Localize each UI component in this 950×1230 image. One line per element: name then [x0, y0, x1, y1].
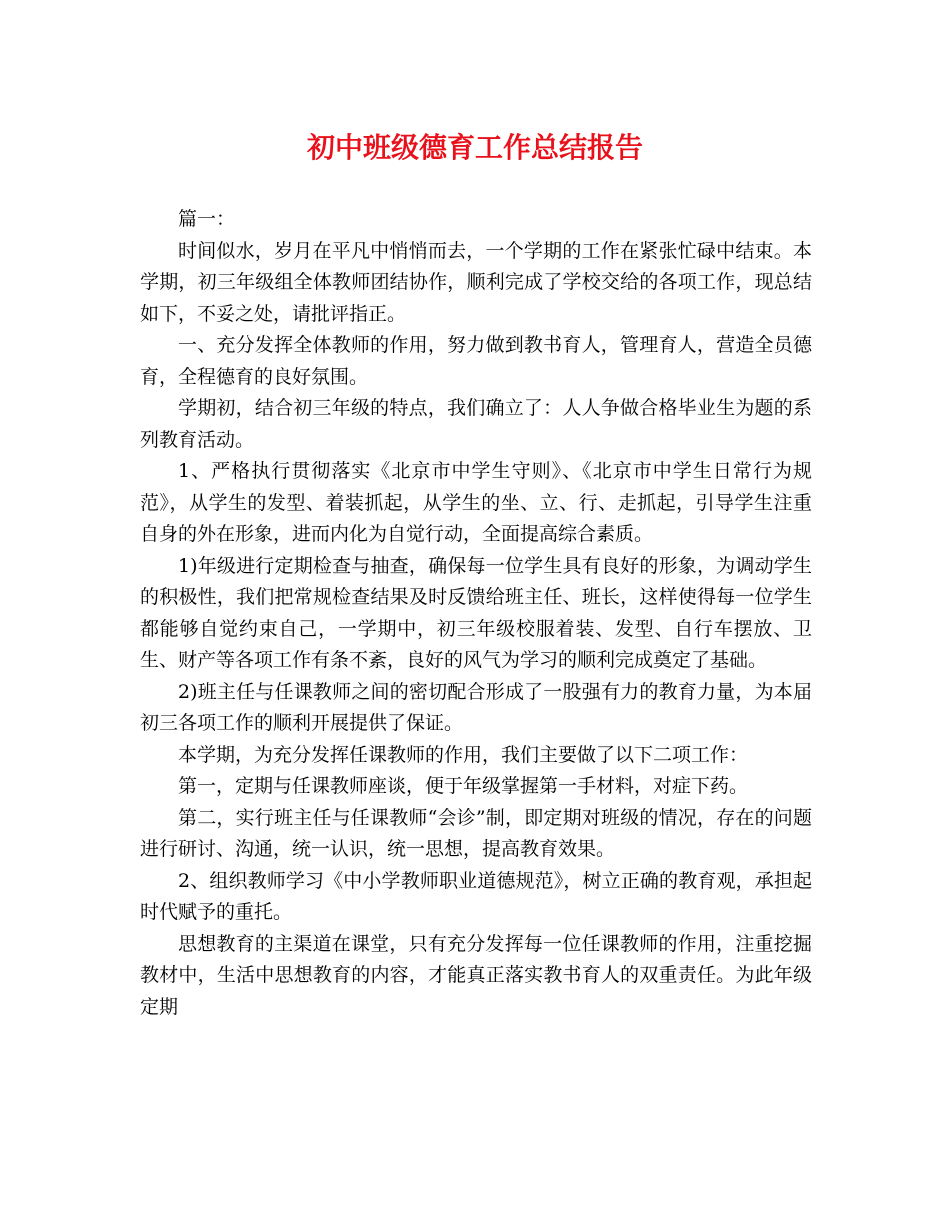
- paragraph: 2、组织教师学习《中小学教师职业道德规范》，树立正确的教育观，承担起时代赋予的重托。: [140, 869, 812, 923]
- paragraph-heading: 篇一：: [178, 208, 236, 230]
- paragraph: 思想教育的主渠道在课堂，只有充分发挥每一位任课教师的作用，注重挖掘教材中，生活中思想教育的内容，才能真正落实教书育人的双重责任。为此年级定期: [140, 932, 812, 1018]
- paragraph: 学期初，结合初三年级的特点，我们确立了：人人争做合格毕业生为题的系列教育活动。: [140, 397, 812, 451]
- paragraph: 1)年级进行定期检查与抽查，确保每一位学生具有良好的形象，为调动学生的积极性，我们把常规检查结果及时反馈给班主任、班长，这样使得每一位学生都能够自觉约束自己，一学期中，初三年级校服着装、发型、自行车摆放、卫生、财产等各项工作有条不紊，良好的风气为学习的顺利完成奠定了基础。: [140, 554, 812, 671]
- paragraph: 本学期，为充分发挥任课教师的作用，我们主要做了以下二项工作：: [178, 743, 749, 766]
- paragraph: 第二，实行班主任与任课教师“会诊”制，即定期对班级的情况，存在的问题进行研讨、沟通，统一认识，统一思想，提高教育效果。: [140, 806, 812, 860]
- paragraph: 一、充分发挥全体教师的作用，努力做到教书育人，管理育人，营造全员德育，全程德育的良好氛围。: [140, 334, 812, 388]
- paragraph: 1、严格执行贯彻落实《北京市中学生守则》、《北京市中学生日常行为规范》，从学生的发型、着装抓起，从学生的坐、立、行、走抓起，引导学生注重自身的外在形象，进而内化为自觉行动，全面提高综合素质。: [140, 460, 812, 545]
- paragraph: 时间似水，岁月在平凡中悄悄而去，一个学期的工作在紧张忙碌中结束。本学期，初三年级组全体教师团结协作，顺利完成了学校交给的各项工作，现总结如下，不妥之处，请批评指正。: [140, 239, 812, 325]
- paragraph: 第一，定期与任课教师座谈，便于年级掌握第一手材料，对症下药。: [178, 775, 749, 797]
- document-body: [140, 204, 812, 1023]
- paragraph: 2)班主任与任课教师之间的密切配合形成了一股强有力的教育力量，为本届初三各项工作的顺利开展提供了保证。: [140, 680, 812, 734]
- document-title: 初中班级德育工作总结报告: [306, 131, 643, 164]
